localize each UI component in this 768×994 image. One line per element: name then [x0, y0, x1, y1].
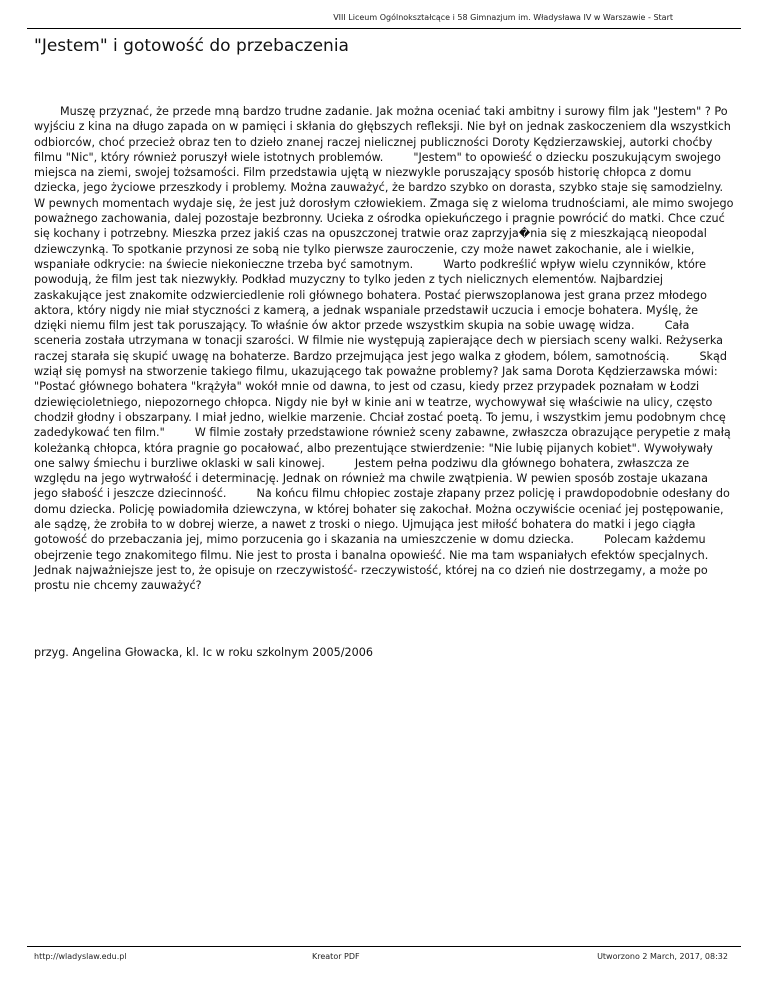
header-divider [27, 28, 741, 29]
site-title: VIII Liceum Ogólnokształcące i 58 Gimnazjum im. Władysława IV w Warszawie - Start [333, 13, 673, 22]
page-header [0, 13, 768, 27]
article-author: przyg. Angelina Głowacka, kl. Ic w roku szkolnym 2005/2006 [34, 646, 373, 659]
article-title: "Jestem" i gotowość do przebaczenia [34, 36, 349, 56]
article-paragraph: Muszę przyznać, że przede mną bardzo trudne zadanie. Jak można oceniać taki ambitny i surowy film jak "Jestem" ? Po wyjściu z kina na długo zapada on w pamięci i skłania do głębszych refleksji. Nie był on jednak zaskoczeniem dla wszystkich odbiorców, choć przecież obraz ten to dzieło znanej raczej nielicznej publiczności Doroty Kędzierzawskiej, autorki choćby filmu "Nic", który również poruszył wiele istotnych problemów. [34, 105, 731, 164]
footer-url: http://wladyslaw.edu.pl [34, 952, 127, 961]
article-body [34, 104, 734, 594]
footer-divider [27, 946, 741, 947]
article-paragraph: W filmie zostały przedstawione również sceny zabawne, zwłaszcza obrazujące perypetie z małą koleżanką chłopca, która pragnie go pocałować, albo prezentujące stwierdzenie: "Nie lubię pijanych kobiet". Wywoływały one salwy śmiechu i burzliwe oklaski w sali kinowej. [34, 426, 731, 470]
article-paragraph: Polecam każdemu obejrzenie tego znakomitego filmu. Nie jest to prosta i banalna opowieść. Nie ma tam wspaniałych efektów specjalnych. Jednak najważniejsze jest to, że opisuje on rzeczywistość- rzeczywistość, której na co dzień nie dostrzegamy, a może po prostu nie chcemy zauważyć? [34, 533, 709, 593]
article-paragraph: Na końcu filmu chłopiec zostaje złapany przez policję i prawdopodobnie odesłany do domu dziecka. Policję powiadomiła dziewczyna, w której bohater się zakochał. Można oczywiście oceniać jej postępowanie, ale sądzę, że zrobiła to w dobrej wierze, a nawet z troski o niego. Ujmująca jest miłość bohatera do matki i jego ciągła gotowość do przebaczania jej, mimo porzucenia go i skazania na umieszczenie w domu dziecka. [34, 487, 730, 547]
article-paragraph: Warto podkreślić wpływ wielu czynników, które powodują, że film jest tak niezwykły. Podkład muzyczny to tylko jeden z tych nielicznych elementów. Najbardziej zaskakujące jest znakomite odzwierciedlenie roli głównego bohatera. Postać pierwszoplanowa jest grana przez młodego aktora, który nigdy nie miał styczności z kamerą, a jednak wspaniale przedstawił uczucia i emocje bohatera. Myślę, że dzięki niemu film jest tak poruszający. To właśnie ów aktor przede wszystkim skupia na sobie uwagę widza. [34, 257, 707, 333]
article-paragraph: Jestem pełna podziwu dla głównego bohatera, zwłaszcza ze względu na jego wytrwałość i determinację. Jednak on również ma chwile zwątpienia. W pewien sposób zostaje ukazana jego słabość i jeszcze dziecinność. [34, 456, 708, 501]
footer-generator: Kreator PDF [312, 952, 360, 961]
article-paragraph: Skąd wziął się pomysł na stworzenie takiego filmu, ukazującego tak poważne problemy? Jak sama Dorota Kędzierzawska mówi: "Postać głównego bohatera "krążyła" wokół mnie od dawna, to jest od czasu, kiedy przez przypadek poznałam w Łodzi dziewięcioletniego, niepozornego chłopca. Nigdy nie był w kinie ani w teatrze, wychowywał się właściwie na ulicy, często chodził głodny i obszarpany. I miał jedno, wielkie marzenie. Chciał zostać poetą. To jemu, i wszystkim jemu podobnym chcę zadedykować ten film." [34, 349, 727, 440]
article-paragraph: Cała sceneria została utrzymana w tonacji szarości. W filmie nie występują zapierające dech w piersiach sceny walki. Reżyserka raczej starała się skupić uwagę na bohaterze. Bardzo przejmująca jest jego walka z głodem, bólem, samotnością. [34, 319, 723, 363]
footer-created-date: Utworzono 2 March, 2017, 08:32 [597, 952, 728, 961]
article-paragraph: "Jestem" to opowieść o dziecku poszukującym swojego miejsca na ziemi, swojej tożsamości. Film przedstawia ujętą w niezwykle poruszający sposób historię chłopca z domu dziecka, jego życiowe przeszkody i problemy. Można zauważyć, że bardzo szybko on dorasta, szybko staje się samodzielny. W pewnych momentach wydaje się, że jest już dorosłym człowiekiem. Zmaga się z wieloma trudnościami, ale mimo swojego poważnego zachowania, dalej pozostaje bezbronny. Ucieka z ośrodka opiekuńczego i pragnie powrócić do matki. Chce czuć się kochany i potrzebny. Mieszka przez jakiś czas na opuszczonej tratwie oraz zaprzyja�nia się z mieszkającą nieopodal dziewczynką. To spotkanie przynosi ze sobą nie tylko pierwsze zauroczenie, czy może nawet zakochanie, ale i wielkie, wspaniałe odkrycie: na świecie niekonieczne trzeba być samotnym. [34, 150, 734, 271]
